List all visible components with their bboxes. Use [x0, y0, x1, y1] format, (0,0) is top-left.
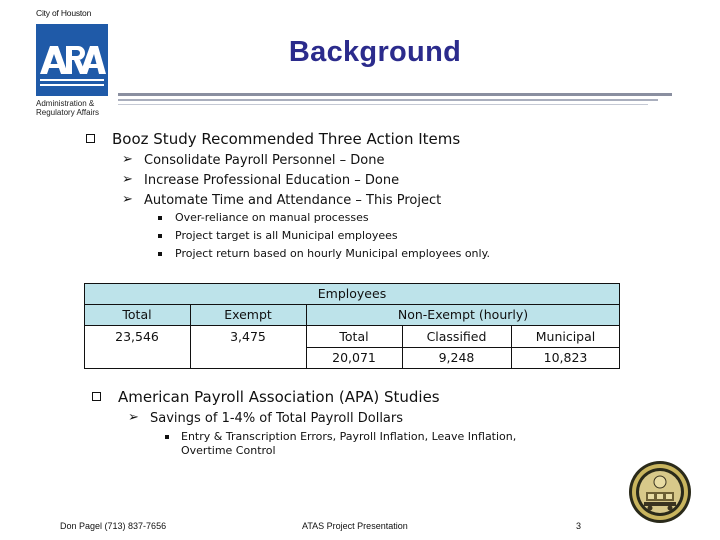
checkbox-bullet-icon — [92, 392, 101, 401]
section1-item: Consolidate Payroll Personnel – Done — [144, 153, 385, 168]
exempt-value: 3,475 — [230, 329, 266, 344]
table-rule — [84, 304, 620, 305]
municipal-value: 10,823 — [543, 350, 588, 365]
title-rule — [118, 99, 658, 101]
sub-header-total: Total — [339, 329, 369, 344]
square-bullet-icon — [158, 216, 162, 220]
square-bullet-icon — [165, 435, 169, 439]
section1-subitem: Project target is all Municipal employees — [175, 229, 398, 242]
section2-subitem-line1: Entry & Transcription Errors, Payroll Inflation, Leave Inflation, — [181, 430, 517, 443]
city-seal-icon — [628, 460, 692, 524]
checkbox-bullet-icon — [86, 134, 95, 143]
title-rule — [118, 93, 672, 96]
square-bullet-icon — [158, 252, 162, 256]
footer-presenter: Don Pagel (713) 837-7656 — [60, 521, 167, 531]
arrow-bullet-icon: ➢ — [122, 192, 133, 207]
table-rule — [84, 368, 620, 369]
table-title: Employees — [317, 286, 387, 301]
table-rule — [306, 347, 620, 348]
title-rule — [118, 104, 648, 105]
arrow-bullet-icon: ➢ — [128, 410, 139, 425]
logo-subtitle — [36, 99, 116, 117]
table-rule — [84, 325, 620, 326]
ara-logo-mark — [36, 24, 108, 96]
col-header-exempt: Exempt — [224, 307, 272, 322]
logo-subtitle-line2: Regulatory Affairs — [36, 108, 99, 117]
ara-logo — [36, 6, 110, 116]
section2-subitem-line2: Overtime Control — [181, 444, 276, 457]
col-header-nonexempt: Non-Exempt (hourly) — [397, 307, 529, 322]
arrow-bullet-icon: ➢ — [122, 172, 133, 187]
logo-subtitle-line1: Administration & — [36, 99, 95, 108]
section1-item: Automate Time and Attendance – This Project — [144, 193, 442, 208]
table-rule — [84, 283, 620, 284]
sub-header-municipal: Municipal — [535, 329, 596, 344]
classified-value: 9,248 — [438, 350, 475, 365]
section1-item: Increase Professional Education – Done — [144, 173, 400, 188]
arrow-bullet-icon: ➢ — [122, 152, 133, 167]
table-rule — [190, 347, 191, 369]
slide-title: Background — [288, 36, 462, 68]
logo-city-text: City of Houston — [36, 8, 92, 18]
section1-subitem: Project return based on hourly Municipal employees only. — [175, 247, 491, 260]
section1-subitem: Over-reliance on manual processes — [175, 211, 369, 224]
section2-heading: American Payroll Association (APA) Studies — [118, 388, 440, 406]
col-header-total: Total — [122, 307, 152, 322]
sub-header-classified: Classified — [426, 329, 487, 344]
page-number: 3 — [576, 521, 582, 531]
footer-presentation-title: ATAS Project Presentation — [302, 521, 408, 531]
square-bullet-icon — [158, 234, 162, 238]
section2-item: Savings of 1-4% of Total Payroll Dollars — [150, 411, 404, 426]
section1-heading: Booz Study Recommended Three Action Items — [112, 130, 461, 148]
nonexempt-total-value: 20,071 — [332, 350, 376, 365]
employees-table — [84, 283, 620, 369]
total-value: 23,546 — [115, 329, 159, 344]
